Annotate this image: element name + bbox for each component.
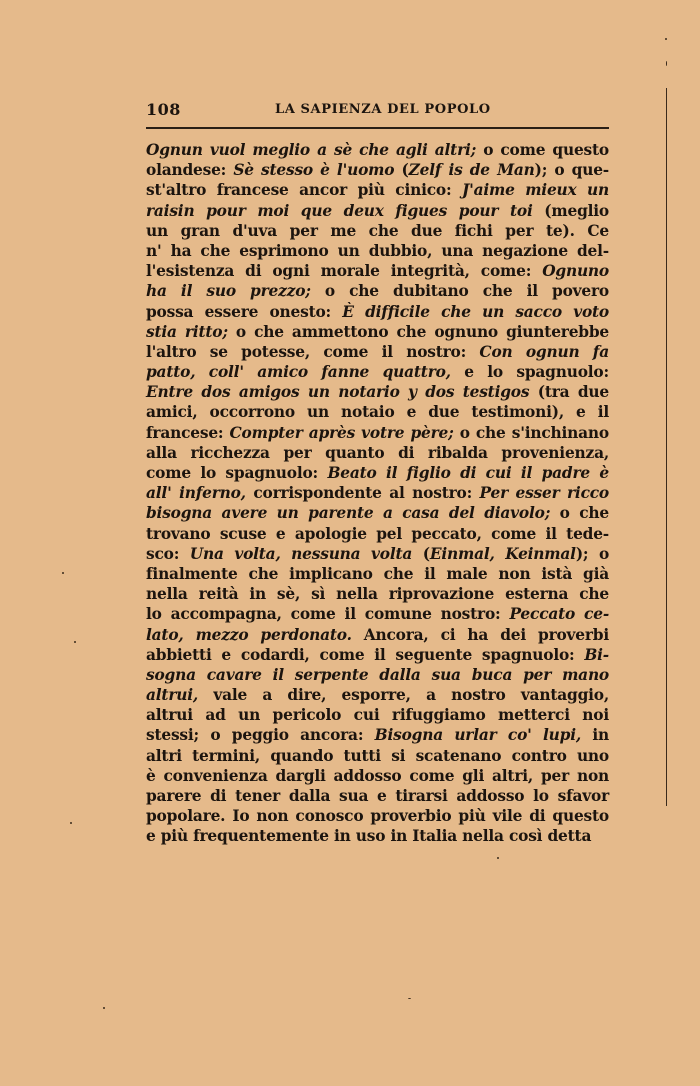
text-line xyxy=(146,483,609,503)
body-text xyxy=(146,140,609,847)
text-segment: (meglio xyxy=(532,201,609,220)
text-segment: ); o que- xyxy=(534,161,609,180)
text-line xyxy=(146,423,609,443)
proverb-text: bisogna avere un parente a casa del diavolo; xyxy=(146,504,551,523)
text-segment: popolare. Io non conosco proverbio più vile di questo xyxy=(146,807,609,826)
text-line xyxy=(146,746,609,766)
text-segment: ); o xyxy=(575,544,610,563)
proverb-text: Bi- xyxy=(584,645,609,664)
text-segment: possa essere onesto: xyxy=(146,302,343,321)
text-segment: o che s'inchinano xyxy=(453,423,609,442)
proverb-text: Sè stesso è l'uomo xyxy=(233,161,395,180)
text-line xyxy=(146,625,609,645)
proverb-text: Compter après votre père; xyxy=(229,423,454,442)
proverb-text: ha il suo prezzo; xyxy=(146,282,311,301)
text-line xyxy=(146,826,609,846)
text-segment: o che dubitano che il povero xyxy=(310,282,609,301)
text-segment: o che ammettono che ognuno giunterebbe xyxy=(227,322,609,341)
paper-speck xyxy=(74,641,76,643)
proverb-text: Beato il figlio di cui il padre è xyxy=(327,464,609,482)
proverb-text: altrui, xyxy=(146,686,199,705)
text-line xyxy=(146,241,609,261)
text-line xyxy=(146,665,609,685)
paper-speck xyxy=(70,822,72,824)
text-segment: trovano scuse e apologie pel peccato, come il tede- xyxy=(146,524,609,543)
text-segment: e più frequentemente in uso in Italia nella così detta xyxy=(146,827,592,846)
text-segment: finalmente che implicano che il male non istà già xyxy=(146,564,609,583)
text-line xyxy=(146,604,609,624)
proverb-text: patto, coll' amico fanne quattro, xyxy=(146,363,451,382)
text-line xyxy=(146,503,609,523)
text-segment: sco: xyxy=(146,544,190,563)
text-segment: parere di tener dalla sua e tirarsi addosso lo sfavor xyxy=(146,787,609,805)
text-segment: altrui ad un pericolo cui rifuggiamo metterci noi xyxy=(146,706,609,725)
paper-speck xyxy=(62,572,64,574)
text-line xyxy=(146,221,609,241)
header-rule xyxy=(146,127,609,129)
text-segment: o che xyxy=(550,504,609,523)
text-segment: lo accompagna, come il comune nostro: xyxy=(146,605,510,624)
proverb-text: Einmal, Keinmal xyxy=(429,544,576,563)
text-segment: l'altro se potesse, come il nostro: xyxy=(146,342,480,361)
text-line xyxy=(146,806,609,826)
text-segment: in xyxy=(581,726,610,745)
paper-speck xyxy=(665,38,667,40)
text-line xyxy=(146,342,609,362)
proverb-text: J'aime mieux un xyxy=(462,181,610,200)
text-line xyxy=(146,524,609,544)
page-number: 108 xyxy=(146,100,181,119)
proverb-text: sogna cavare il serpente dalla sua buca per mano xyxy=(146,665,609,684)
text-line xyxy=(146,322,609,342)
text-line xyxy=(146,645,609,665)
text-segment: francese: xyxy=(146,423,230,442)
text-line xyxy=(146,443,609,463)
text-line xyxy=(146,382,609,402)
proverb-text: raisin pour moi que deux figues pour toi xyxy=(146,201,533,220)
text-line xyxy=(146,544,609,564)
text-line xyxy=(146,786,609,806)
text-segment: è convenienza dargli addosso come gli altri, per non xyxy=(146,766,609,785)
text-line xyxy=(146,705,609,725)
text-line xyxy=(146,766,609,786)
text-segment: o come questo xyxy=(476,141,609,159)
proverb-text: Per esser ricco xyxy=(479,484,609,503)
proverb-text: Ognun vuol meglio a sè che agli altri; xyxy=(146,141,477,159)
text-segment: stessi; o peggio ancora: xyxy=(146,726,375,745)
paper-speck xyxy=(666,61,667,66)
proverb-text: Con ognun fa xyxy=(479,342,609,361)
text-line xyxy=(146,261,609,281)
proverb-text: Bisogna urlar co' lupi, xyxy=(374,726,582,745)
running-title: LA SAPIENZA DEL POPOLO xyxy=(275,102,491,117)
page-edge-line xyxy=(666,88,667,806)
text-line xyxy=(146,685,609,705)
text-segment: amici, occorrono un notaio e due testimoni), e il xyxy=(146,403,609,422)
text-segment: vale a dire, esporre, a nostro vantaggio, xyxy=(198,686,609,705)
proverb-text: lato, mezzo perdonato. xyxy=(146,625,352,644)
text-line xyxy=(146,463,609,483)
text-segment: nella reità in sè, sì nella riprovazione esterna che xyxy=(146,585,609,604)
proverb-text: Ognuno xyxy=(542,262,609,281)
text-line xyxy=(146,160,609,180)
text-segment: e lo spagnuolo: xyxy=(450,363,609,382)
page-header xyxy=(146,100,608,122)
text-line xyxy=(146,201,609,221)
proverb-text: Entre dos amigos un notario y dos testigos xyxy=(146,383,530,402)
text-segment: corrispondente al nostro: xyxy=(245,484,480,503)
paper-speck xyxy=(103,1007,105,1009)
text-line xyxy=(146,281,609,301)
text-segment: altri termini, quando tutti si scatenano contro uno xyxy=(146,746,609,765)
text-segment: ( xyxy=(394,161,409,180)
proverb-text: Una volta, nessuna volta xyxy=(189,544,413,563)
text-segment: un gran d'uva per me che due fichi per te). Ce xyxy=(146,221,609,240)
text-line xyxy=(146,140,609,160)
text-segment: l'esistenza di ogni morale integrità, come: xyxy=(146,262,543,281)
proverb-text: È difficile che un sacco voto xyxy=(342,302,609,321)
proverb-text: stia ritto; xyxy=(146,322,228,341)
text-line xyxy=(146,402,609,422)
text-segment: abbietti e codardi, come il seguente spagnuolo: xyxy=(146,645,585,664)
text-segment: (tra due xyxy=(529,383,609,402)
proverb-text: Peccato ce- xyxy=(509,605,610,624)
text-segment: olandese: xyxy=(146,161,234,180)
proverb-text: Zelf is de Man xyxy=(408,161,535,180)
proverb-text: all' inferno, xyxy=(146,484,246,503)
text-line xyxy=(146,362,609,382)
paper-speck xyxy=(497,857,499,859)
text-line xyxy=(146,302,609,322)
text-line xyxy=(146,564,609,584)
text-segment: st'altro francese ancor più cinico: xyxy=(146,181,462,200)
text-line xyxy=(146,180,609,200)
text-segment: alla ricchezza per quanto di ribalda provenienza, xyxy=(146,443,609,462)
text-segment: Ancora, ci ha dei proverbi xyxy=(351,625,609,644)
text-segment: ( xyxy=(412,544,430,563)
text-line xyxy=(146,725,609,745)
paper-speck xyxy=(408,998,411,999)
text-line xyxy=(146,584,609,604)
text-segment: n' ha che esprimono un dubbio, una negazione del- xyxy=(146,241,609,260)
text-segment: come lo spagnuolo: xyxy=(146,464,328,482)
